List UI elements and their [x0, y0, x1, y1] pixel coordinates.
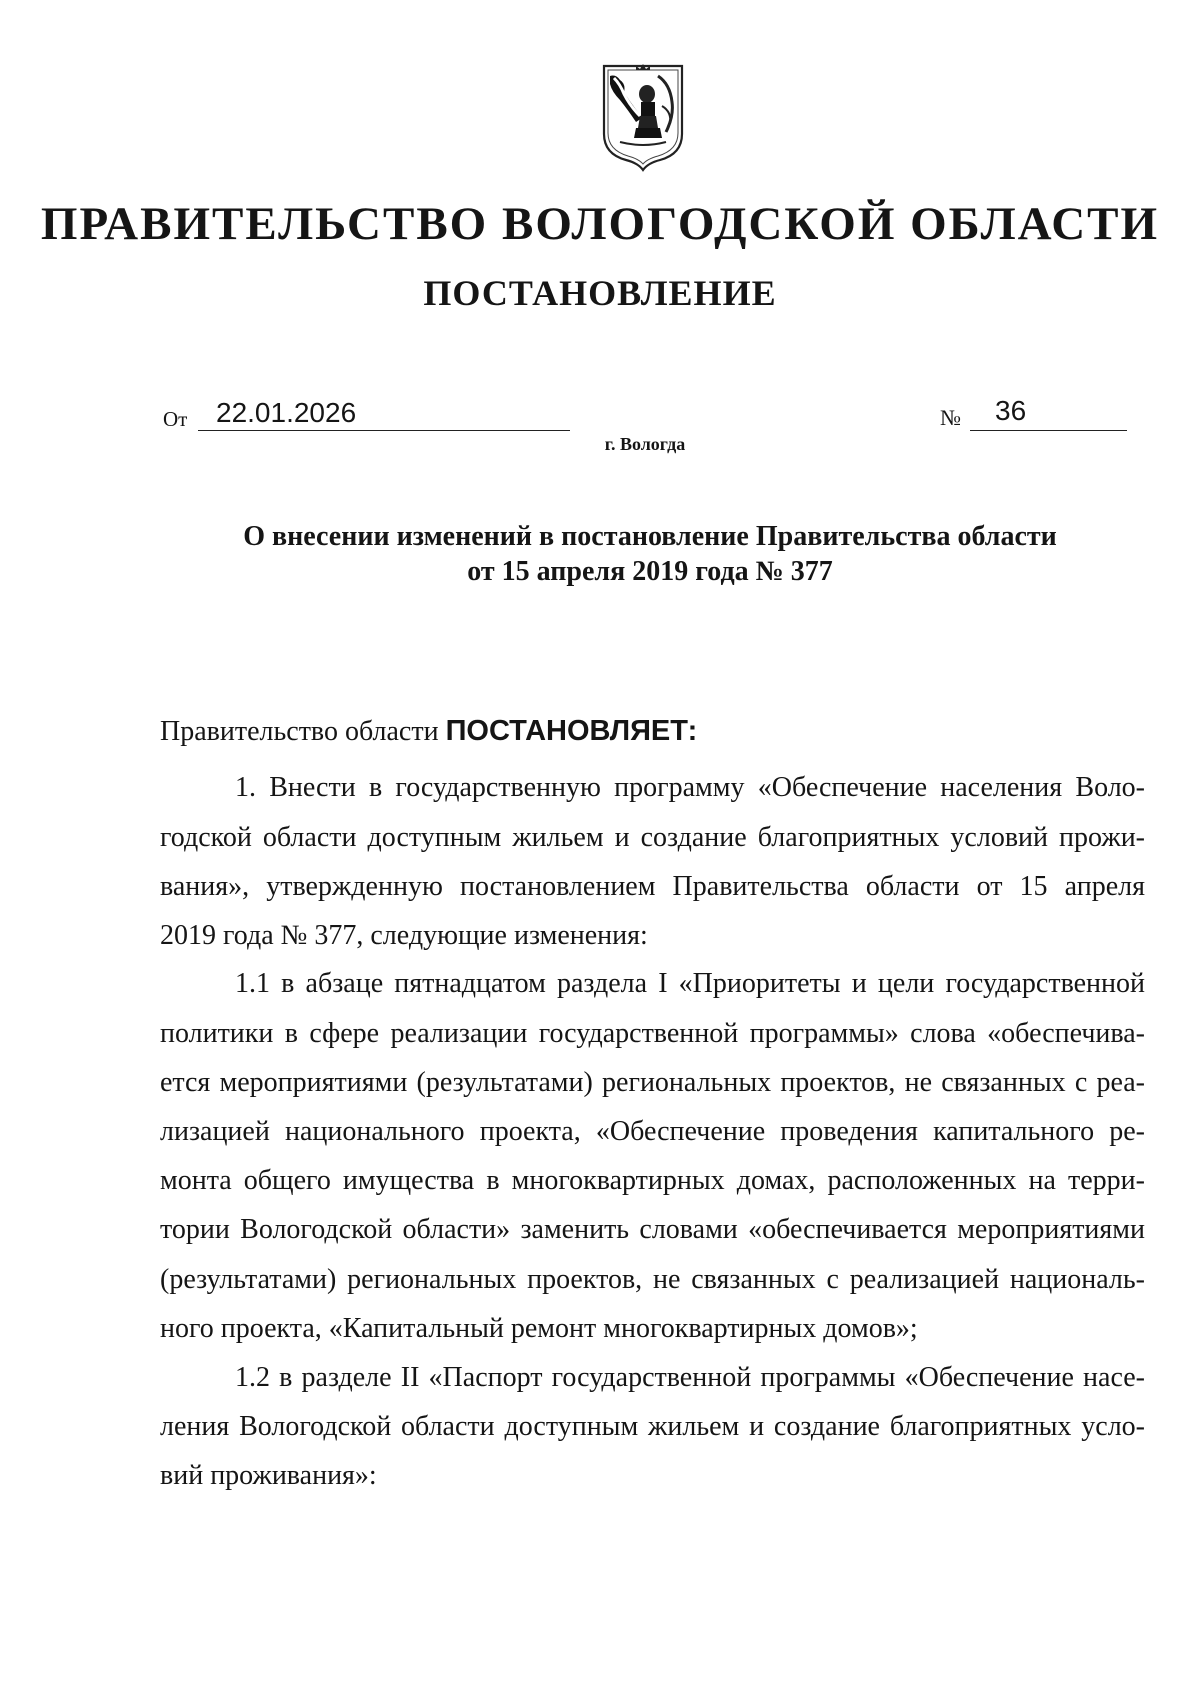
organization-title: ПРАВИТЕЛЬСТВО ВОЛОГОДСКОЙ ОБЛАСТИ [40, 198, 1160, 250]
document-type: ПОСТАНОВЛЕНИЕ [423, 273, 777, 313]
number-label: № [940, 405, 961, 430]
subject-line: от 15 апреля 2019 года № 377 [467, 556, 833, 587]
city: г. Вологда [604, 434, 686, 454]
body-line: годской области доступным жильем и создание благоприятных условий прожи- [160, 822, 1145, 853]
body-line: 1.1 в абзаце пятнадцатом раздела I «Приоритеты и цели государственной [235, 968, 1145, 999]
date-underline [198, 430, 570, 431]
date-label: От [163, 407, 188, 431]
preamble [160, 711, 697, 752]
document-number: 36 [995, 395, 1027, 426]
body-line: вания», утвержденную постановлением Правительства области от 15 апреля [160, 871, 1145, 902]
body-line: тории Вологодской области» заменить словами «обеспечивается мероприятиями [160, 1214, 1145, 1245]
body-line: монта общего имущества в многоквартирных домах, расположенных на терри- [160, 1165, 1145, 1196]
body-line: 1. Внести в государственную программу «Обеспечение населения Воло- [235, 772, 1145, 803]
body-line: лизацией национального проекта, «Обеспечение проведения капитального ре- [160, 1116, 1145, 1147]
document-date: 22.01.2026 [216, 397, 357, 428]
body-line: ется мероприятиями (результатами) региональных проектов, не связанных с реа- [160, 1067, 1145, 1098]
body-line: 2019 года № 377, следующие изменения: [160, 920, 648, 951]
body-line: (результатами) региональных проектов, не связанных с реализацией националь- [160, 1264, 1145, 1295]
preamble-prefix: Правительство области [160, 716, 446, 747]
body-line: ного проекта, «Капитальный ремонт многоквартирных домов»; [160, 1313, 918, 1344]
preamble-verb: ПОСТАНОВЛЯЕТ: [445, 715, 698, 747]
body-line: ления Вологодской области доступным жильем и создание благоприятных усло- [160, 1411, 1145, 1442]
subject-line: О внесении изменений в постановление Правительства области [243, 521, 1057, 552]
document-subject [150, 519, 1150, 589]
body-line: вий проживания»: [160, 1460, 377, 1491]
vologda-coat-of-arms-icon [600, 62, 686, 172]
body-line: политики в сфере реализации государственной программы» слова «обеспечива- [160, 1018, 1145, 1049]
number-underline [970, 430, 1127, 431]
body-line: 1.2 в разделе II «Паспорт государственной программы «Обеспечение насе- [235, 1362, 1145, 1393]
